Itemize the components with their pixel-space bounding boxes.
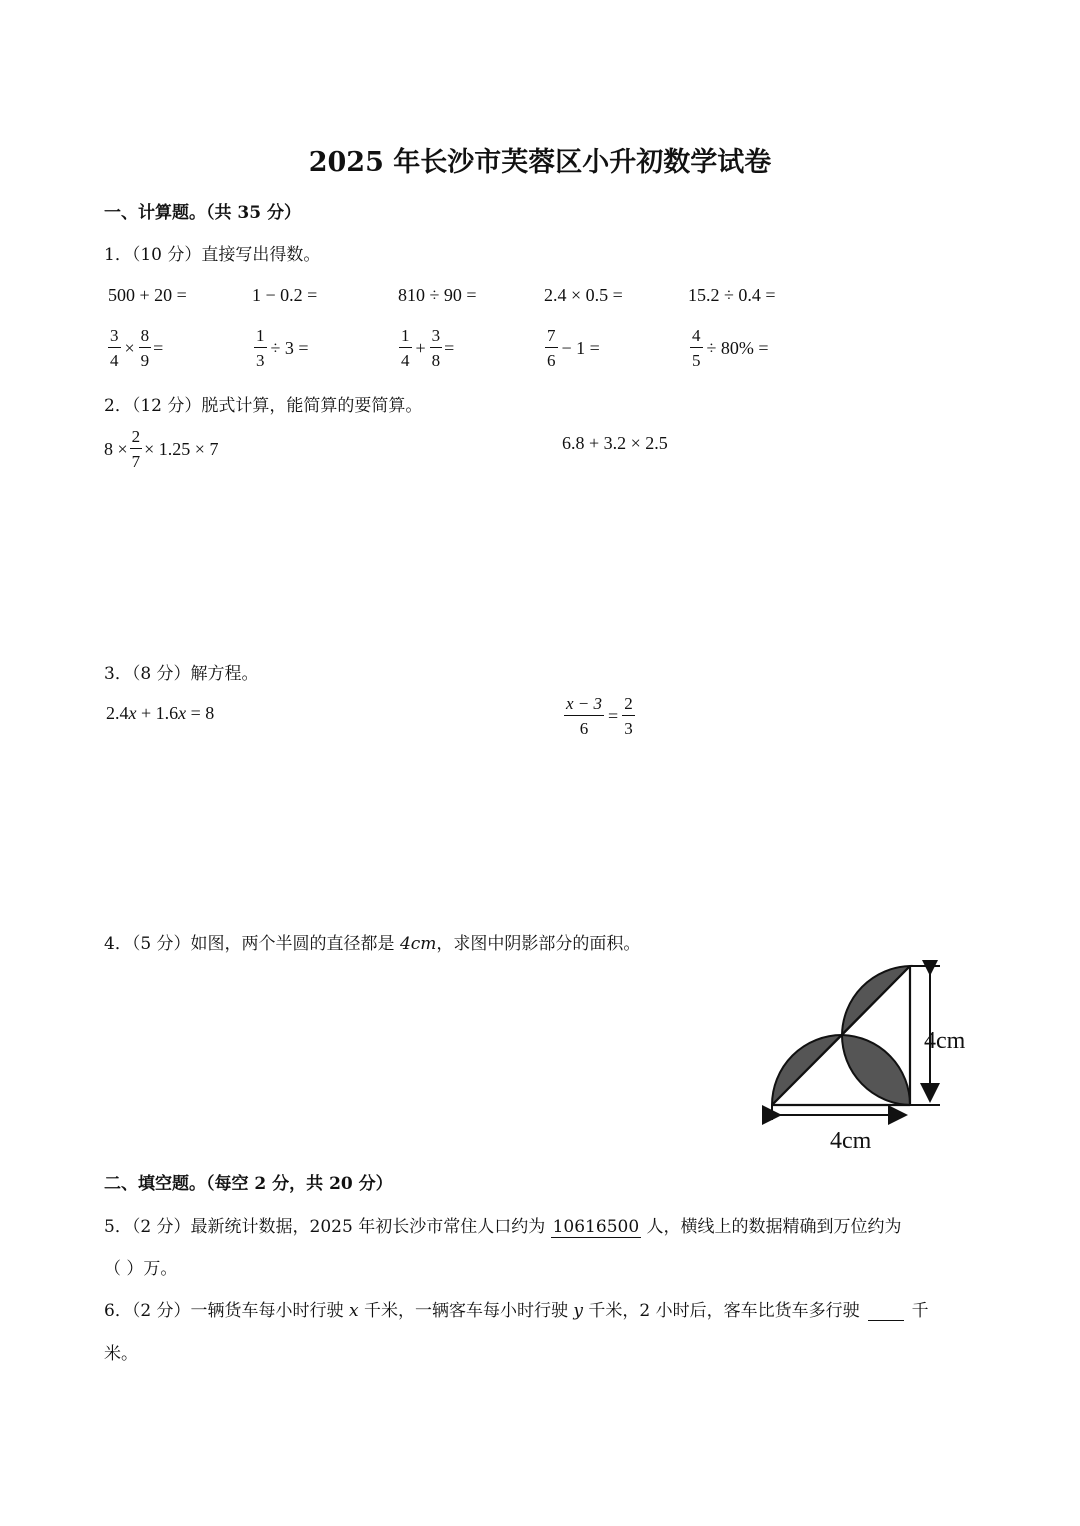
question-6-line-2: 米。 (104, 1344, 138, 1364)
q1-row1-item-1: 500 + 20 = (108, 285, 187, 305)
answer-blank[interactable] (868, 1304, 904, 1321)
semicircle-figure (762, 960, 982, 1155)
page-title: 2025 年长沙市芙蓉区小升初数学试卷 (308, 147, 772, 178)
height-label: 4cm (924, 1028, 966, 1054)
q1-row2-item-2: $\frac{1}{3}$ ÷ 3 = (256, 326, 309, 370)
fraction: $\frac{4}{5}$ (692, 326, 701, 370)
fraction: $\frac{1}{3}$ (256, 326, 265, 370)
q2-expression-2: 6.8 + 3.2 × 2.5 (562, 433, 668, 453)
q3-equation-1: 2.4x + 1.6x = 8 (106, 703, 215, 723)
q1-row1-item-4: 2.4 × 0.5 = (544, 285, 623, 305)
question-2-prompt: 2．（12 分）脱式计算，能简算的要简算。 (104, 396, 423, 416)
fraction: $\frac{2}{3}$ (624, 694, 633, 738)
fraction: $\frac{8}{9}$ (140, 326, 150, 370)
width-label: 4cm (830, 1128, 872, 1154)
fraction: $\frac{2}{7}$ (131, 427, 141, 471)
q2-expression-1: 8 × $\frac{2}{7}$ × 1.25 × 7 (104, 427, 219, 471)
fraction: $\frac{x - 3}{6}$ (566, 694, 603, 738)
q1-row2-item-1: $\frac{3}{4}$ × $\frac{8}{9}$ = (110, 326, 164, 370)
q1-row1-item-5: 15.2 ÷ 0.4 = (688, 285, 776, 305)
question-3-prompt: 3．（8 分）解方程。 (104, 664, 259, 684)
q1-row2-item-5: $\frac{4}{5}$ ÷ 80% = (692, 326, 769, 370)
fraction: $\frac{1}{4}$ (401, 326, 410, 370)
question-1-prompt: 1．（10 分）直接写出得数。 (104, 245, 321, 265)
question-6-line-1: 6．（2 分）一辆货车每小时行驶 x 千米，一辆客车每小时行驶 y 千米，2 小时后，客车比货车多行驶 千 (104, 1301, 929, 1321)
section-heading-fill: 二、填空题。（每空 2 分，共 20 分） (104, 1174, 393, 1194)
q1-row1-item-2: 1 − 0.2 = (252, 285, 318, 305)
fraction: $\frac{7}{6}$ (547, 326, 556, 370)
question-5-line-1: 5．（2 分）最新统计数据，2025 年初长沙市常住人口约为 10616500 人，横线上的数据精确到万位约为 (104, 1217, 902, 1237)
q1-row2-item-4: $\frac{7}{6}$ − 1 = (547, 326, 600, 370)
q3-equation-2: $\frac{x - 3}{6}$ = $\frac{2}{3}$ (566, 694, 633, 738)
question-5-line-2: （ ）万。 (104, 1259, 178, 1279)
fraction: $\frac{3}{4}$ (110, 326, 119, 370)
q1-row1-item-3: 810 ÷ 90 = (398, 285, 477, 305)
question-4-prompt: 4．（5 分）如图，两个半圆的直径都是 4cm，求图中阴影部分的面积。 (104, 934, 641, 954)
fraction: $\frac{3}{8}$ (431, 326, 441, 370)
q1-row2-item-3: $\frac{1}{4}$ + $\frac{3}{8}$ = (401, 326, 455, 370)
population-number: 10616500 (552, 1217, 640, 1237)
section-heading-calc: 一、计算题。（共 35 分） (104, 203, 301, 223)
